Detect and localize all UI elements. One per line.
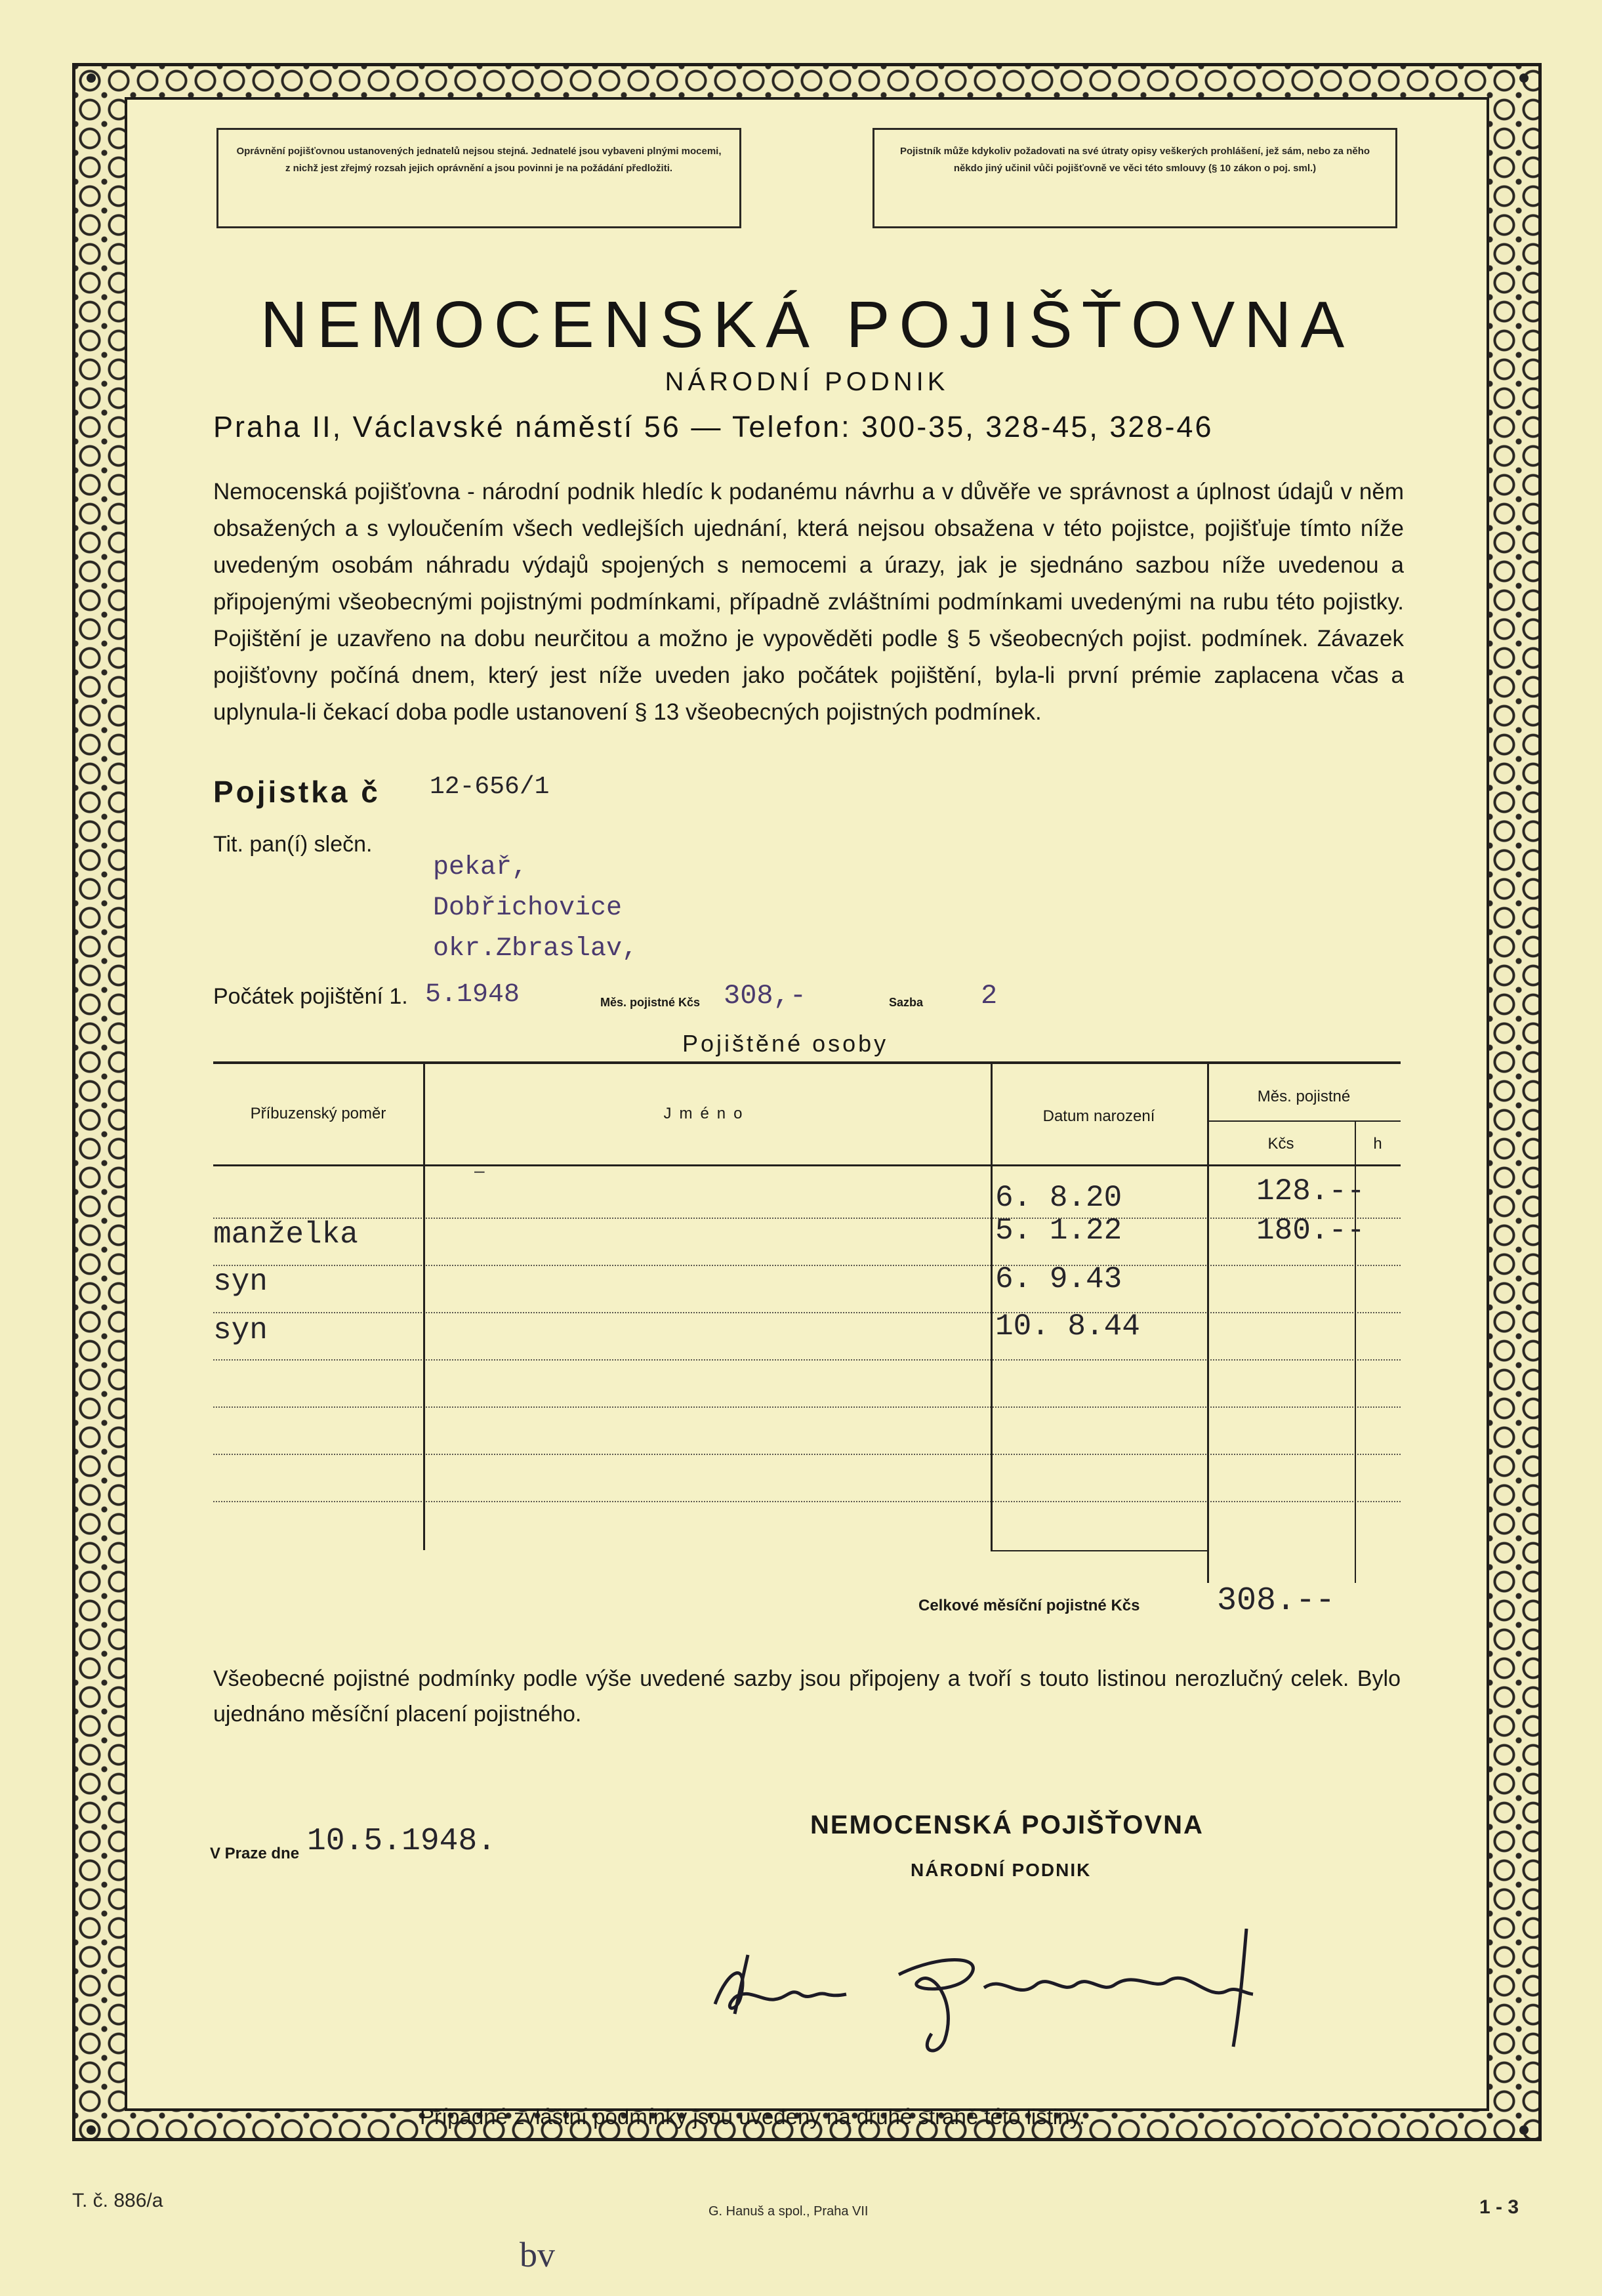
row-4-birth: 10. 8.44 [995, 1309, 1140, 1343]
corner-ornament [1519, 73, 1529, 83]
holder-line-2: Dobřichovice [433, 893, 623, 923]
header-name: Jméno [663, 1105, 750, 1122]
policy-number-label: Pojistka č [213, 775, 380, 809]
premium-label: Měs. pojistné Kčs [600, 996, 701, 1009]
insured-table [213, 1061, 1401, 1583]
company-subtitle: NÁRODNÍ PODNIK [665, 367, 949, 396]
special-conditions-note: Případné zvláštní podmínky jsou uvedeny na druhé straně této listiny. [420, 2104, 1085, 2129]
notice-agents: Oprávnění pojišťovnou ustanovených jednatelů nejsou stejná. Jednatelé jsou vybaveni plnými mocemi, z nichž jest zřejmý rozsah jejich oprávnění a jsou povinni je na požádání předložiti. [216, 128, 741, 228]
header-h: h [1373, 1135, 1382, 1153]
company-address: Praha II, Václavské náměstí 56 — Telefon: 300-35, 328-45, 328-46 [213, 410, 1214, 443]
premium-value: 308,- [724, 980, 807, 1012]
total-value: 308.-- [1217, 1582, 1336, 1620]
signatures [709, 1929, 1299, 2060]
header-birth: Datum narození [1042, 1107, 1155, 1125]
form-number: T. č. 886/a [72, 2190, 163, 2211]
signing-date: 10.5.1948. [307, 1824, 497, 1859]
stamp-company: NEMOCENSKÁ POJIŠŤOVNA [810, 1811, 1204, 1839]
holder-line-1: pekař, [433, 853, 528, 882]
conditions-text: Všeobecné pojistné podmínky podle výše uvedené sazby jsou připojeny a tvoří s touto listinou nerozlučný celek. Bylo ujednáno měsíční placení pojistného. [213, 1666, 1401, 1727]
start-value: 5.1948 [425, 980, 520, 1010]
header-relation: Příbuzenský poměr [250, 1105, 386, 1122]
row-2-birth: 5. 1.22 [995, 1214, 1122, 1248]
header-kcs: Kčs [1267, 1135, 1294, 1153]
printer-credit: G. Hanuš a spol., Praha VII [709, 2204, 869, 2219]
edition-number: 1 - 3 [1479, 2196, 1519, 2218]
intro-paragraph: Nemocenská pojišťovna - národní podnik hledíc k podanému návrhu a v důvěře ve správnost a úplnost údajů v něm obsažených a s vyloučením všech vedlejších ujednání, která nejsou obsažena v této pojistce, pojišťuje tímto níže uvedeným osobám náhradu výdajů spojených s nemocemi a úrazy, jak je sjednáno sazbou níže uvedenou a připojenými všeobecnými pojistnými podmínkami, případně zvláštními podmínkami uvedenými na rubu této pojistky. Pojištění je uzavřeno na dobu neurčitou a možno je vypověděti podle § 5 všeobecných pojist. podmínek. Závazek pojišťovny počíná dnem, který jest níže uveden jako počátek pojištění, byla-li první prémie zaplacena včas a uplynula-li čekací doba podle ustanovení § 13 všeobecných pojistných podmínek. [213, 479, 1404, 725]
corner-ornament [87, 73, 96, 83]
header-monthly: Měs. pojistné [1257, 1088, 1351, 1105]
policy-number-value: 12-656/1 [430, 773, 550, 801]
table-caption: Pojištěné osoby [682, 1030, 889, 1057]
corner-ornament [87, 2125, 96, 2135]
row-3-relation: syn [213, 1265, 268, 1299]
row-1-kcs: 128.-- [1256, 1174, 1365, 1208]
corner-ornament [1519, 2125, 1529, 2135]
total-label: Celkové měsíční pojistné Kčs [918, 1597, 1140, 1614]
row-3-birth: 6. 9.43 [995, 1262, 1122, 1296]
handwritten-mark: bv [520, 2235, 555, 2274]
holder-label: Tit. pan(í) slečn. [213, 832, 373, 857]
row-1-birth: 6. 8.20 [995, 1181, 1122, 1215]
row-2-relation: manželka [213, 1218, 358, 1252]
stamp-company-sub: NÁRODNÍ PODNIK [911, 1860, 1092, 1880]
row-2-kcs: 180.-- [1256, 1214, 1365, 1248]
row-4-relation: syn [213, 1313, 268, 1347]
holder-line-3: okr.Zbraslav, [433, 934, 638, 964]
row-1-name: – [472, 1158, 487, 1185]
place-label: V Praze dne [210, 1845, 300, 1862]
notice-copies: Pojistník může kdykoliv požadovati na své útraty opisy veškerých prohlášení, jež sám, nebo za něho někdo jiný učinil vůči pojišťovně ve věci této smlouvy (§ 10 zákon o poj. sml.) [873, 128, 1397, 228]
start-label: Počátek pojištění 1. [213, 984, 408, 1009]
company-title: NEMOCENSKÁ POJIŠŤOVNA [260, 288, 1354, 361]
rate-value: 2 [981, 980, 998, 1012]
rate-label: Sazba [889, 996, 924, 1009]
